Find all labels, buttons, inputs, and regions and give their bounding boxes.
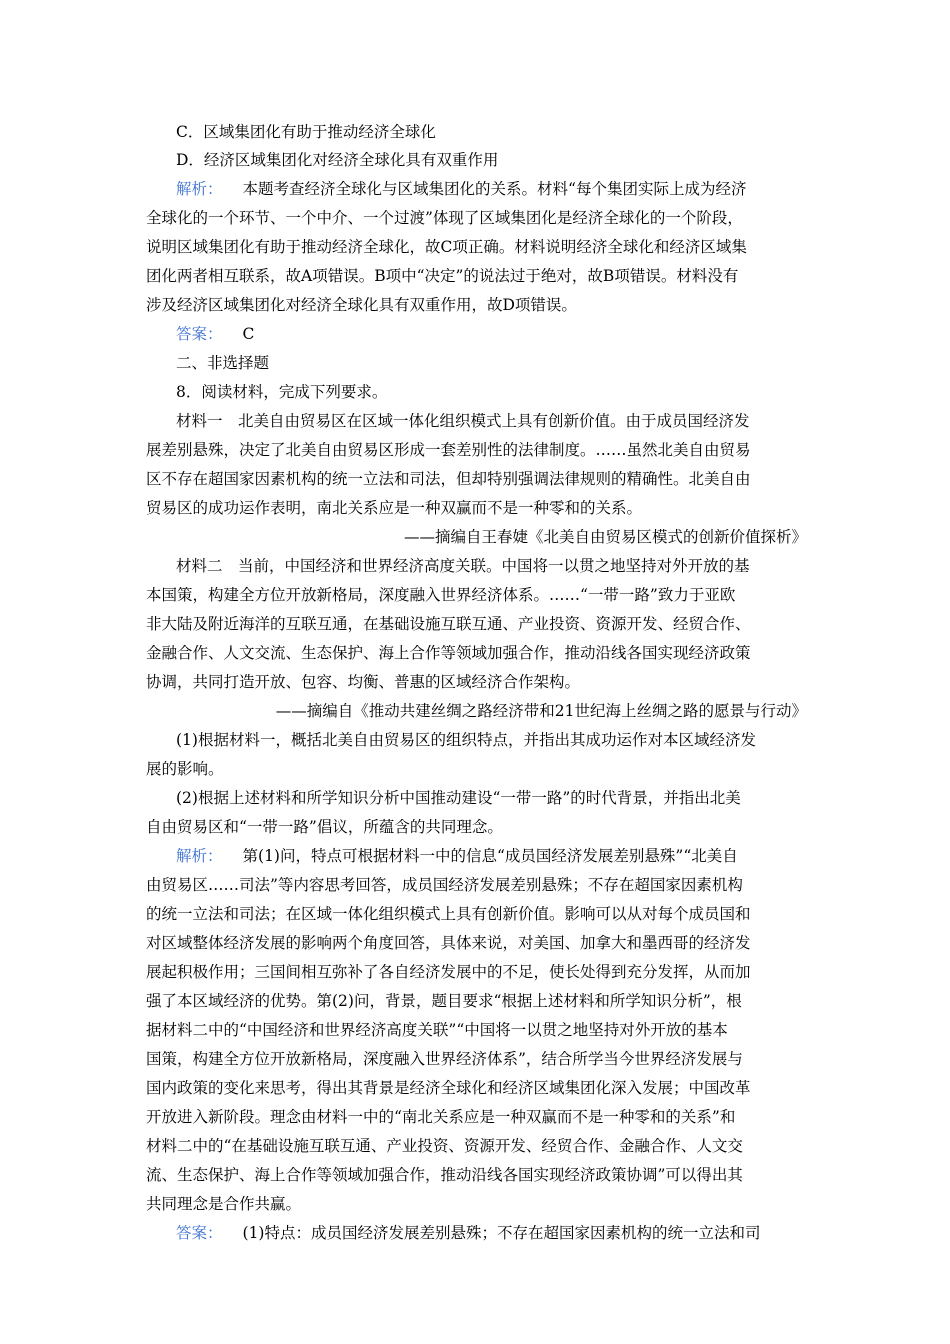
q7-answer bbox=[176, 324, 254, 344]
material2-line: 非大陆及附近海洋的互联互通，在基础设施互联互通、产业投资、资源开发、经贸合作、 bbox=[146, 615, 751, 633]
q8-analysis-line: 国内政策的变化来思考，得出其背景是经济全球化和经济区域集团化深入发展；中国改革 bbox=[146, 1079, 751, 1097]
question2-line: 自由贸易区和“一带一路”倡议，所蕴含的共同理念。 bbox=[146, 818, 503, 836]
q8-analysis-line: 的统一立法和司法；在区域一体化组织模式上具有创新价值。影响可以从对每个成员国和 bbox=[146, 905, 751, 923]
option-c: C．区域集团化有助于推动经济全球化 bbox=[176, 123, 436, 141]
q8-stem: 8．阅读材料，完成下列要求。 bbox=[176, 383, 388, 401]
q8-analysis-line bbox=[176, 846, 738, 866]
q8-answer bbox=[176, 1223, 760, 1243]
material2-line: 金融合作、人文交流、生态保护、海上合作等领域加强合作，推动沿线各国实现经济政策 bbox=[146, 644, 751, 662]
q7-analysis-line: 说明区域集团化有助于推动经济全球化，故C项正确。材料说明经济全球化和经济区域集 bbox=[146, 238, 747, 256]
q8-analysis-line: 流、生态保护、海上合作等领域加强合作，推动沿线各国实现经济政策协调”可以得出其 bbox=[146, 1166, 743, 1184]
q8-analysis-line: 开放进入新阶段。理念由材料一中的“南北关系应是一种双赢而不是一种零和的关系”和 bbox=[146, 1108, 736, 1126]
question2-line: (2)根据上述材料和所学知识分析中国推动建设“一带一路”的时代背景，并指出北美 bbox=[176, 789, 741, 807]
q7-answer-value: C bbox=[242, 325, 255, 343]
option-d: D．经济区域集团化对经济全球化具有双重作用 bbox=[176, 151, 499, 169]
q7-analysis-line bbox=[176, 179, 746, 199]
q8-analysis-line: 据材料二中的“中国经济和世界经济高度关联”“中国将一以贯之地坚持对外开放的基本 bbox=[146, 1021, 728, 1039]
q8-analysis-line: 由贸易区……司法”等内容思考回答，成员国经济发展差别悬殊；不存在超国家因素机构 bbox=[146, 876, 743, 894]
q7-analysis-label: 解析： bbox=[176, 180, 223, 198]
q8-analysis-label: 解析： bbox=[176, 847, 223, 865]
material2-source: ——摘编自《推动共建丝绸之路经济带和21世纪海上丝绸之路的愿景与行动》 bbox=[275, 702, 807, 720]
q7-answer-label: 答案： bbox=[176, 325, 223, 343]
material1-line: 材料一 北美自由贸易区在区域一体化组织模式上具有创新价值。由于成员国经济发 bbox=[176, 412, 750, 430]
q7-analysis-line: 团化两者相互联系，故A项错误。B项中“决定”的说法过于绝对，故B项错误。材料没有 bbox=[146, 267, 739, 285]
q8-analysis-line: 共同理念是合作共赢。 bbox=[146, 1195, 302, 1213]
q8-analysis-text: 第(1)问，特点可根据材料一中的信息“成员国经济发展差别悬殊”“北美自 bbox=[242, 847, 738, 865]
q7-analysis-line: 全球化的一个环节、一个中介、一个过渡”体现了区域集团化是经济全球化的一个阶段， bbox=[146, 209, 743, 227]
material2-line: 协调，共同打造开放、包容、均衡、普惠的区域经济合作架构。 bbox=[146, 673, 581, 691]
q8-answer-text: (1)特点：成员国经济发展差别悬殊；不存在超国家因素机构的统一立法和司 bbox=[242, 1224, 761, 1242]
q8-analysis-line: 国策，构建全方位开放新格局，深度融入世界经济体系”，结合所学当今世界经济发展与 bbox=[146, 1050, 743, 1068]
q7-analysis-text: 本题考查经济全球化与区域集团化的关系。材料“每个集团实际上成为经济 bbox=[242, 180, 747, 198]
material1-line: 贸易区的成功运作表明，南北关系应是一种双赢而不是一种零和的关系。 bbox=[146, 499, 643, 517]
material1-source: ——摘编自王春婕《北美自由贸易区模式的创新价值探析》 bbox=[403, 528, 807, 546]
material1-line: 区不存在超国家因素机构的统一立法和司法，但却特别强调法律规则的精确性。北美自由 bbox=[146, 470, 751, 488]
q8-analysis-line: 材料二中的“在基础设施互联互通、产业投资、资源开发、经贸合作、金融合作、人文交 bbox=[146, 1137, 743, 1155]
section-title: 二、非选择题 bbox=[176, 354, 270, 372]
question1-line: 展的影响。 bbox=[146, 760, 224, 778]
material1-line: 展差别悬殊，决定了北美自由贸易区形成一套差别性的法律制度。……虽然北美自由贸易 bbox=[146, 441, 751, 459]
q8-analysis-line: 展起积极作用；三国间相互弥补了各自经济发展中的不足，使长处得到充分发挥，从而加 bbox=[146, 963, 751, 981]
question1-line: (1)根据材料一，概括北美自由贸易区的组织特点，并指出其成功运作对本区域经济发 bbox=[176, 731, 756, 749]
material2-line: 本国策，构建全方位开放新格局，深度融入世界经济体系。……“一带一路”致力于亚欧 bbox=[146, 586, 736, 604]
q7-analysis-line: 涉及经济区域集团化对经济全球化具有双重作用，故D项错误。 bbox=[146, 296, 577, 314]
q8-analysis-line: 对区域整体经济发展的影响两个角度回答，具体来说，对美国、加拿大和墨西哥的经济发 bbox=[146, 934, 751, 952]
q8-answer-label: 答案： bbox=[176, 1224, 223, 1242]
material2-line: 材料二 当前，中国经济和世界经济高度关联。中国将一以贯之地坚持对外开放的基 bbox=[176, 557, 750, 575]
q8-analysis-line: 强了本区域经济的优势。第(2)问，背景，题目要求“根据上述材料和所学知识分析”，根 bbox=[146, 992, 742, 1010]
